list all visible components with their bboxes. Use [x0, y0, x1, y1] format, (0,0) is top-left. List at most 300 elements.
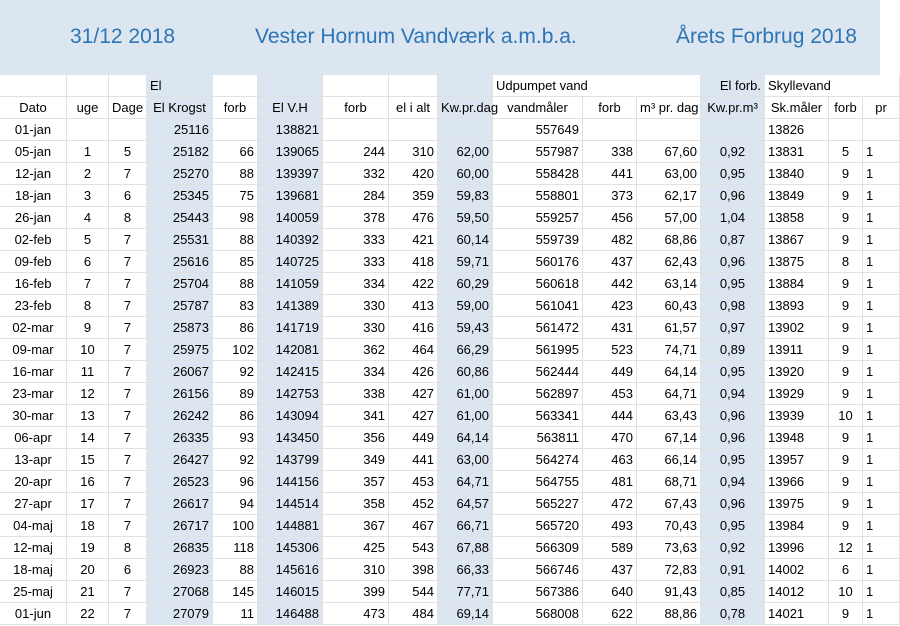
cell-sk-per[interactable]: 1 [863, 317, 900, 339]
cell-el-vh-forb[interactable]: 425 [323, 537, 389, 559]
cell-el-krogst-forb[interactable]: 96 [213, 471, 258, 493]
cell-kw-per-day[interactable]: 67,88 [438, 537, 493, 559]
cell-kw-per-day[interactable]: 61,00 [438, 383, 493, 405]
cell-kw-per-day[interactable]: 63,00 [438, 449, 493, 471]
cell-date[interactable]: 09-mar [0, 339, 67, 361]
cell-water-meter[interactable]: 562444 [493, 361, 583, 383]
cell-sk-forb[interactable]: 12 [829, 537, 863, 559]
cell-water-meter[interactable]: 563341 [493, 405, 583, 427]
group-header-cell[interactable] [389, 75, 438, 97]
cell-week[interactable]: 1 [67, 141, 109, 163]
cell-date[interactable]: 16-feb [0, 273, 67, 295]
cell-el-vh-forb[interactable]: 362 [323, 339, 389, 361]
cell-sk-forb[interactable]: 9 [829, 603, 863, 625]
group-header-cell[interactable] [109, 75, 147, 97]
cell-water-forb[interactable]: 453 [583, 383, 637, 405]
cell-el-vh[interactable]: 143450 [258, 427, 323, 449]
cell-el-vh[interactable]: 138821 [258, 119, 323, 141]
cell-kw-per-day[interactable]: 59,83 [438, 185, 493, 207]
cell-sk-forb[interactable]: 10 [829, 581, 863, 603]
cell-el-krogst[interactable]: 26923 [147, 559, 213, 581]
group-header-el-forb[interactable]: El forb. [701, 75, 765, 97]
cell-sk-meter[interactable]: 13939 [765, 405, 829, 427]
cell-el-vh[interactable]: 140725 [258, 251, 323, 273]
cell-el-krogst-forb[interactable]: 75 [213, 185, 258, 207]
cell-el-total[interactable]: 426 [389, 361, 438, 383]
cell-water-meter[interactable]: 559257 [493, 207, 583, 229]
cell-kw-per-day[interactable]: 62,00 [438, 141, 493, 163]
cell-water-meter[interactable]: 568008 [493, 603, 583, 625]
cell-week[interactable] [67, 119, 109, 141]
cell-el-krogst[interactable]: 26427 [147, 449, 213, 471]
cell-kw-per-day[interactable]: 60,14 [438, 229, 493, 251]
cell-el-vh[interactable]: 143799 [258, 449, 323, 471]
cell-el-vh[interactable]: 139397 [258, 163, 323, 185]
cell-week[interactable]: 6 [67, 251, 109, 273]
cell-water-forb[interactable]: 373 [583, 185, 637, 207]
cell-water-meter[interactable]: 561041 [493, 295, 583, 317]
cell-water-forb[interactable]: 442 [583, 273, 637, 295]
cell-week[interactable]: 19 [67, 537, 109, 559]
cell-sk-per[interactable]: 1 [863, 295, 900, 317]
cell-sk-forb[interactable]: 9 [829, 339, 863, 361]
cell-kw-per-m3[interactable]: 0,96 [701, 405, 765, 427]
header-el-krogst-forb[interactable]: forb [213, 97, 258, 119]
cell-el-krogst[interactable]: 25975 [147, 339, 213, 361]
cell-el-vh-forb[interactable]: 473 [323, 603, 389, 625]
cell-kw-per-day[interactable]: 61,00 [438, 405, 493, 427]
cell-days[interactable]: 7 [109, 163, 147, 185]
cell-el-total[interactable]: 467 [389, 515, 438, 537]
cell-m3-per-day[interactable]: 67,14 [637, 427, 701, 449]
cell-sk-per[interactable]: 1 [863, 449, 900, 471]
header-date[interactable]: Dato [0, 97, 67, 119]
cell-kw-per-m3[interactable]: 0,96 [701, 251, 765, 273]
cell-sk-meter[interactable]: 13831 [765, 141, 829, 163]
cell-el-total[interactable]: 543 [389, 537, 438, 559]
cell-water-meter[interactable]: 561995 [493, 339, 583, 361]
cell-days[interactable]: 7 [109, 603, 147, 625]
cell-el-total[interactable]: 544 [389, 581, 438, 603]
group-header-cell[interactable] [637, 75, 701, 97]
cell-sk-forb[interactable]: 9 [829, 207, 863, 229]
header-days[interactable]: Dage [109, 97, 147, 119]
cell-water-meter[interactable]: 560618 [493, 273, 583, 295]
cell-water-forb[interactable]: 444 [583, 405, 637, 427]
cell-kw-per-m3[interactable] [701, 119, 765, 141]
cell-date[interactable]: 01-jan [0, 119, 67, 141]
cell-el-vh-forb[interactable]: 341 [323, 405, 389, 427]
group-header-cell[interactable] [0, 75, 67, 97]
cell-date[interactable]: 26-jan [0, 207, 67, 229]
cell-water-forb[interactable]: 470 [583, 427, 637, 449]
cell-el-vh-forb[interactable]: 358 [323, 493, 389, 515]
cell-days[interactable] [109, 119, 147, 141]
cell-water-forb[interactable]: 463 [583, 449, 637, 471]
cell-date[interactable]: 12-jan [0, 163, 67, 185]
cell-m3-per-day[interactable]: 64,71 [637, 383, 701, 405]
cell-el-total[interactable]: 416 [389, 317, 438, 339]
cell-el-krogst[interactable]: 26835 [147, 537, 213, 559]
cell-el-vh[interactable]: 142081 [258, 339, 323, 361]
cell-el-total[interactable]: 452 [389, 493, 438, 515]
cell-days[interactable]: 7 [109, 251, 147, 273]
header-el-total[interactable]: el i alt [389, 97, 438, 119]
cell-date[interactable]: 12-maj [0, 537, 67, 559]
cell-date[interactable]: 04-maj [0, 515, 67, 537]
cell-sk-per[interactable]: 1 [863, 405, 900, 427]
cell-el-krogst-forb[interactable]: 118 [213, 537, 258, 559]
cell-sk-forb[interactable]: 9 [829, 383, 863, 405]
cell-water-meter[interactable]: 566309 [493, 537, 583, 559]
cell-sk-per[interactable]: 1 [863, 581, 900, 603]
cell-el-vh-forb[interactable]: 310 [323, 559, 389, 581]
cell-days[interactable]: 8 [109, 207, 147, 229]
cell-m3-per-day[interactable]: 70,43 [637, 515, 701, 537]
header-el-vh-forb[interactable]: forb [323, 97, 389, 119]
cell-el-total[interactable]: 413 [389, 295, 438, 317]
cell-week[interactable]: 13 [67, 405, 109, 427]
cell-el-krogst-forb[interactable]: 93 [213, 427, 258, 449]
cell-water-forb[interactable]: 523 [583, 339, 637, 361]
cell-sk-per[interactable]: 1 [863, 361, 900, 383]
group-header-cell[interactable] [213, 75, 258, 97]
cell-el-total[interactable]: 453 [389, 471, 438, 493]
cell-sk-forb[interactable]: 9 [829, 471, 863, 493]
cell-days[interactable]: 7 [109, 581, 147, 603]
cell-el-vh[interactable]: 139681 [258, 185, 323, 207]
cell-sk-meter[interactable]: 13975 [765, 493, 829, 515]
cell-el-vh[interactable]: 145306 [258, 537, 323, 559]
group-header-cell[interactable] [67, 75, 109, 97]
cell-el-krogst-forb[interactable] [213, 119, 258, 141]
header-sk-forb[interactable]: forb [829, 97, 863, 119]
cell-el-vh[interactable]: 146488 [258, 603, 323, 625]
cell-sk-meter[interactable]: 13875 [765, 251, 829, 273]
cell-m3-per-day[interactable]: 74,71 [637, 339, 701, 361]
cell-el-vh[interactable]: 143094 [258, 405, 323, 427]
cell-sk-meter[interactable]: 14002 [765, 559, 829, 581]
cell-days[interactable]: 7 [109, 229, 147, 251]
header-water-meter[interactable]: vandmåler [493, 97, 583, 119]
cell-sk-meter[interactable]: 14021 [765, 603, 829, 625]
cell-water-forb[interactable]: 482 [583, 229, 637, 251]
cell-date[interactable]: 23-feb [0, 295, 67, 317]
cell-water-forb[interactable]: 431 [583, 317, 637, 339]
cell-date[interactable]: 30-mar [0, 405, 67, 427]
cell-el-krogst-forb[interactable]: 66 [213, 141, 258, 163]
group-header-skyllevand[interactable]: Skyllevand [765, 75, 863, 97]
cell-el-krogst[interactable]: 25443 [147, 207, 213, 229]
cell-date[interactable]: 05-jan [0, 141, 67, 163]
cell-week[interactable]: 3 [67, 185, 109, 207]
cell-date[interactable]: 02-feb [0, 229, 67, 251]
cell-days[interactable]: 8 [109, 537, 147, 559]
cell-el-vh-forb[interactable]: 330 [323, 295, 389, 317]
cell-el-vh[interactable]: 144514 [258, 493, 323, 515]
cell-kw-per-day[interactable]: 69,14 [438, 603, 493, 625]
cell-water-meter[interactable]: 563811 [493, 427, 583, 449]
cell-kw-per-day[interactable] [438, 119, 493, 141]
cell-el-vh-forb[interactable]: 332 [323, 163, 389, 185]
cell-sk-forb[interactable]: 9 [829, 317, 863, 339]
cell-date[interactable]: 20-apr [0, 471, 67, 493]
cell-m3-per-day[interactable]: 63,00 [637, 163, 701, 185]
cell-el-krogst[interactable]: 27068 [147, 581, 213, 603]
cell-kw-per-day[interactable]: 60,86 [438, 361, 493, 383]
cell-el-krogst-forb[interactable]: 92 [213, 449, 258, 471]
header-kw-per-m3[interactable]: Kw.pr.m³ [701, 97, 765, 119]
cell-sk-meter[interactable]: 13884 [765, 273, 829, 295]
cell-m3-per-day[interactable]: 91,43 [637, 581, 701, 603]
cell-el-krogst-forb[interactable]: 100 [213, 515, 258, 537]
cell-el-vh[interactable]: 142753 [258, 383, 323, 405]
cell-kw-per-m3[interactable]: 0,94 [701, 471, 765, 493]
cell-el-total[interactable] [389, 119, 438, 141]
cell-date[interactable]: 25-maj [0, 581, 67, 603]
cell-kw-per-m3[interactable]: 0,96 [701, 427, 765, 449]
cell-date[interactable]: 16-mar [0, 361, 67, 383]
cell-water-meter[interactable]: 557987 [493, 141, 583, 163]
cell-el-krogst-forb[interactable]: 88 [213, 163, 258, 185]
cell-week[interactable]: 15 [67, 449, 109, 471]
cell-el-krogst[interactable]: 25704 [147, 273, 213, 295]
header-sk-meter[interactable]: Sk.måler [765, 97, 829, 119]
cell-el-vh[interactable]: 139065 [258, 141, 323, 163]
cell-kw-per-m3[interactable]: 0,92 [701, 537, 765, 559]
cell-sk-meter[interactable]: 13984 [765, 515, 829, 537]
cell-el-krogst-forb[interactable]: 89 [213, 383, 258, 405]
cell-kw-per-day[interactable]: 66,29 [438, 339, 493, 361]
cell-el-vh-forb[interactable]: 333 [323, 229, 389, 251]
cell-m3-per-day[interactable]: 68,86 [637, 229, 701, 251]
cell-kw-per-day[interactable]: 59,50 [438, 207, 493, 229]
cell-kw-per-m3[interactable]: 0,98 [701, 295, 765, 317]
cell-water-meter[interactable]: 558801 [493, 185, 583, 207]
cell-sk-per[interactable]: 1 [863, 339, 900, 361]
cell-sk-meter[interactable]: 13840 [765, 163, 829, 185]
cell-week[interactable]: 20 [67, 559, 109, 581]
cell-water-forb[interactable]: 437 [583, 251, 637, 273]
cell-el-vh-forb[interactable]: 378 [323, 207, 389, 229]
cell-water-meter[interactable]: 561472 [493, 317, 583, 339]
cell-el-total[interactable]: 310 [389, 141, 438, 163]
cell-el-krogst[interactable]: 26242 [147, 405, 213, 427]
header-el-krogst[interactable]: El Krogst [147, 97, 213, 119]
cell-el-krogst-forb[interactable]: 85 [213, 251, 258, 273]
cell-date[interactable]: 09-feb [0, 251, 67, 273]
cell-kw-per-m3[interactable]: 0,85 [701, 581, 765, 603]
cell-el-krogst-forb[interactable]: 86 [213, 317, 258, 339]
cell-el-krogst-forb[interactable]: 86 [213, 405, 258, 427]
cell-el-vh[interactable]: 141059 [258, 273, 323, 295]
cell-el-krogst[interactable]: 26067 [147, 361, 213, 383]
cell-water-meter[interactable]: 562897 [493, 383, 583, 405]
cell-m3-per-day[interactable]: 64,14 [637, 361, 701, 383]
cell-water-meter[interactable]: 566746 [493, 559, 583, 581]
cell-el-krogst[interactable]: 26156 [147, 383, 213, 405]
cell-el-vh-forb[interactable]: 244 [323, 141, 389, 163]
cell-m3-per-day[interactable]: 62,17 [637, 185, 701, 207]
cell-el-krogst-forb[interactable]: 88 [213, 273, 258, 295]
cell-water-forb[interactable]: 449 [583, 361, 637, 383]
header-el-vh[interactable]: El V.H [258, 97, 323, 119]
cell-sk-forb[interactable]: 9 [829, 163, 863, 185]
cell-m3-per-day[interactable]: 72,83 [637, 559, 701, 581]
cell-sk-forb[interactable]: 9 [829, 295, 863, 317]
header-water-forb[interactable]: forb [583, 97, 637, 119]
cell-sk-per[interactable]: 1 [863, 515, 900, 537]
cell-el-vh-forb[interactable]: 333 [323, 251, 389, 273]
cell-sk-meter[interactable]: 13996 [765, 537, 829, 559]
cell-sk-meter[interactable]: 13948 [765, 427, 829, 449]
cell-el-krogst-forb[interactable]: 83 [213, 295, 258, 317]
cell-kw-per-day[interactable]: 59,71 [438, 251, 493, 273]
cell-sk-meter[interactable]: 13957 [765, 449, 829, 471]
cell-kw-per-day[interactable]: 77,71 [438, 581, 493, 603]
cell-days[interactable]: 7 [109, 471, 147, 493]
cell-days[interactable]: 6 [109, 185, 147, 207]
cell-days[interactable]: 7 [109, 405, 147, 427]
cell-sk-meter[interactable]: 13902 [765, 317, 829, 339]
cell-sk-meter[interactable]: 13929 [765, 383, 829, 405]
cell-date[interactable]: 06-apr [0, 427, 67, 449]
group-header-cell[interactable] [258, 75, 323, 97]
cell-water-forb[interactable]: 456 [583, 207, 637, 229]
cell-kw-per-m3[interactable]: 0,95 [701, 449, 765, 471]
cell-days[interactable]: 7 [109, 449, 147, 471]
cell-kw-per-day[interactable]: 60,29 [438, 273, 493, 295]
cell-days[interactable]: 7 [109, 493, 147, 515]
cell-sk-per[interactable]: 1 [863, 493, 900, 515]
cell-sk-meter[interactable]: 13826 [765, 119, 829, 141]
cell-m3-per-day[interactable]: 73,63 [637, 537, 701, 559]
cell-kw-per-m3[interactable]: 0,78 [701, 603, 765, 625]
cell-kw-per-m3[interactable]: 0,95 [701, 361, 765, 383]
cell-days[interactable]: 7 [109, 383, 147, 405]
cell-week[interactable]: 5 [67, 229, 109, 251]
cell-el-vh[interactable]: 146015 [258, 581, 323, 603]
cell-el-krogst[interactable]: 25616 [147, 251, 213, 273]
cell-water-meter[interactable]: 565720 [493, 515, 583, 537]
cell-el-krogst-forb[interactable]: 145 [213, 581, 258, 603]
cell-el-total[interactable]: 484 [389, 603, 438, 625]
cell-water-meter[interactable]: 565227 [493, 493, 583, 515]
cell-el-vh[interactable]: 144881 [258, 515, 323, 537]
cell-days[interactable]: 7 [109, 515, 147, 537]
cell-sk-forb[interactable] [829, 119, 863, 141]
cell-kw-per-day[interactable]: 64,71 [438, 471, 493, 493]
cell-el-total[interactable]: 476 [389, 207, 438, 229]
cell-water-forb[interactable]: 437 [583, 559, 637, 581]
cell-kw-per-m3[interactable]: 0,95 [701, 273, 765, 295]
cell-el-vh-forb[interactable]: 334 [323, 273, 389, 295]
cell-m3-per-day[interactable]: 62,43 [637, 251, 701, 273]
cell-el-krogst[interactable]: 25787 [147, 295, 213, 317]
cell-sk-per[interactable]: 1 [863, 427, 900, 449]
cell-week[interactable]: 7 [67, 273, 109, 295]
header-kw-per-day[interactable]: Kw.pr.dag [438, 97, 493, 119]
cell-el-krogst[interactable]: 25873 [147, 317, 213, 339]
cell-water-forb[interactable]: 472 [583, 493, 637, 515]
cell-sk-per[interactable]: 1 [863, 141, 900, 163]
cell-week[interactable]: 9 [67, 317, 109, 339]
cell-days[interactable]: 7 [109, 273, 147, 295]
cell-el-vh-forb[interactable]: 330 [323, 317, 389, 339]
cell-sk-meter[interactable]: 13858 [765, 207, 829, 229]
cell-m3-per-day[interactable]: 67,60 [637, 141, 701, 163]
group-header-cell[interactable] [438, 75, 493, 97]
cell-sk-forb[interactable]: 10 [829, 405, 863, 427]
cell-days[interactable]: 5 [109, 141, 147, 163]
cell-sk-forb[interactable]: 9 [829, 361, 863, 383]
cell-water-forb[interactable]: 622 [583, 603, 637, 625]
cell-el-krogst[interactable]: 26523 [147, 471, 213, 493]
cell-week[interactable]: 4 [67, 207, 109, 229]
cell-el-vh-forb[interactable]: 399 [323, 581, 389, 603]
cell-el-total[interactable]: 359 [389, 185, 438, 207]
cell-el-vh-forb[interactable] [323, 119, 389, 141]
cell-el-krogst-forb[interactable]: 98 [213, 207, 258, 229]
cell-sk-per[interactable]: 1 [863, 207, 900, 229]
cell-sk-per[interactable]: 1 [863, 229, 900, 251]
cell-el-vh-forb[interactable]: 338 [323, 383, 389, 405]
cell-el-krogst-forb[interactable]: 88 [213, 229, 258, 251]
cell-m3-per-day[interactable]: 66,14 [637, 449, 701, 471]
cell-m3-per-day[interactable]: 68,71 [637, 471, 701, 493]
cell-el-total[interactable]: 449 [389, 427, 438, 449]
cell-date[interactable]: 01-jun [0, 603, 67, 625]
cell-water-meter[interactable]: 567386 [493, 581, 583, 603]
cell-sk-per[interactable] [863, 119, 900, 141]
cell-sk-meter[interactable]: 13920 [765, 361, 829, 383]
cell-days[interactable]: 7 [109, 295, 147, 317]
cell-week[interactable]: 22 [67, 603, 109, 625]
cell-date[interactable]: 23-mar [0, 383, 67, 405]
cell-week[interactable]: 8 [67, 295, 109, 317]
cell-sk-per[interactable]: 1 [863, 251, 900, 273]
cell-water-forb[interactable] [583, 119, 637, 141]
cell-el-vh-forb[interactable]: 284 [323, 185, 389, 207]
cell-water-forb[interactable]: 589 [583, 537, 637, 559]
cell-el-total[interactable]: 464 [389, 339, 438, 361]
cell-water-meter[interactable]: 560176 [493, 251, 583, 273]
cell-el-total[interactable]: 398 [389, 559, 438, 581]
cell-kw-per-day[interactable]: 66,71 [438, 515, 493, 537]
cell-sk-forb[interactable]: 9 [829, 449, 863, 471]
cell-kw-per-m3[interactable]: 0,95 [701, 515, 765, 537]
spreadsheet-grid[interactable] [0, 75, 887, 626]
cell-sk-per[interactable]: 1 [863, 383, 900, 405]
cell-water-forb[interactable]: 338 [583, 141, 637, 163]
group-header-udpumpet[interactable]: Udpumpet vand [493, 75, 637, 97]
cell-kw-per-day[interactable]: 64,14 [438, 427, 493, 449]
cell-sk-forb[interactable]: 9 [829, 229, 863, 251]
cell-water-meter[interactable]: 558428 [493, 163, 583, 185]
cell-days[interactable]: 6 [109, 559, 147, 581]
cell-el-krogst-forb[interactable]: 92 [213, 361, 258, 383]
cell-el-total[interactable]: 422 [389, 273, 438, 295]
cell-el-krogst-forb[interactable]: 94 [213, 493, 258, 515]
cell-days[interactable]: 7 [109, 317, 147, 339]
group-header-cell[interactable] [863, 75, 900, 97]
cell-sk-per[interactable]: 1 [863, 163, 900, 185]
cell-days[interactable]: 7 [109, 339, 147, 361]
cell-sk-per[interactable]: 1 [863, 471, 900, 493]
cell-water-forb[interactable]: 423 [583, 295, 637, 317]
cell-el-total[interactable]: 421 [389, 229, 438, 251]
cell-el-total[interactable]: 427 [389, 383, 438, 405]
